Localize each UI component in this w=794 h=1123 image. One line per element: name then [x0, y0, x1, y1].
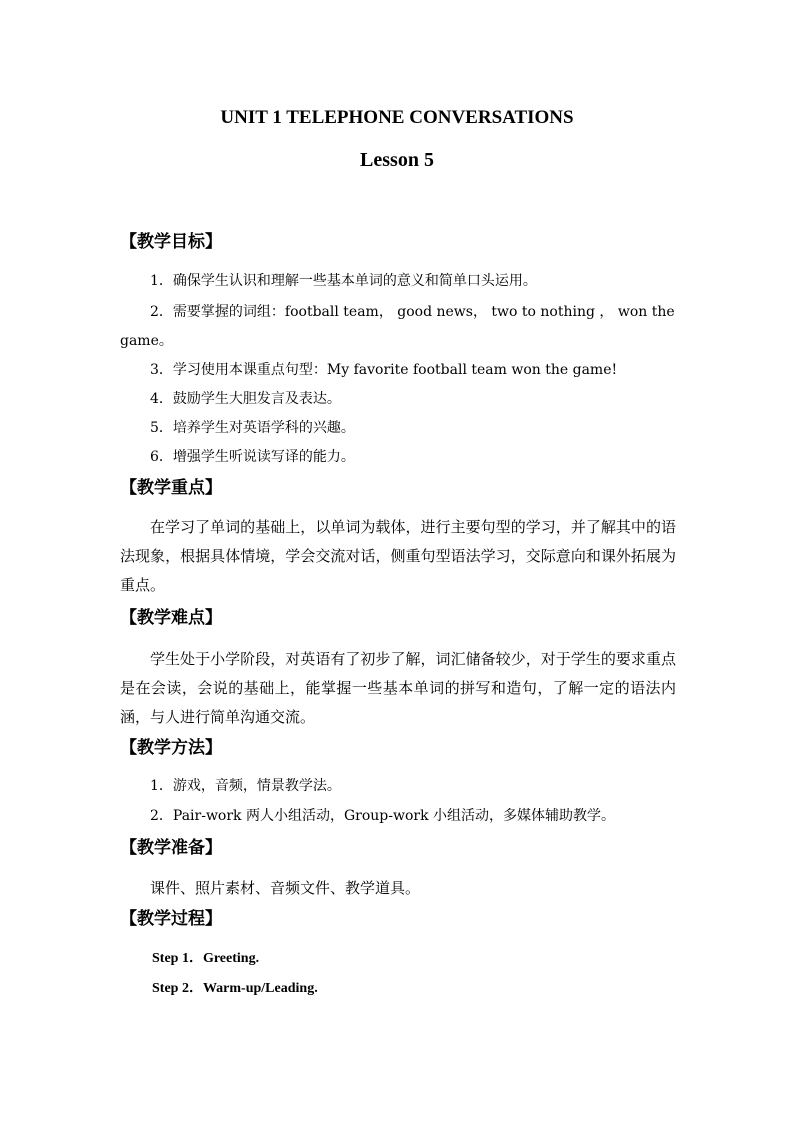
- key-points-text: 在学习了单词的基础上，以单词为载体，进行主要句型的学习，并了解其中的语法现象，根据具体情境，学会交流对话，侧重句型语法学习，交际意向和课外拓展为重点。: [120, 518, 676, 594]
- preparation-heading: 【教学准备】: [120, 838, 222, 858]
- objective-item: 1．确保学生认识和理解一些基本单词的意义和简单口头运用。: [150, 273, 537, 289]
- objectives-heading: 【教学目标】: [120, 232, 222, 252]
- process-step: Step 1．Greeting.: [152, 951, 260, 966]
- methods-heading: 【教学方法】: [120, 738, 222, 758]
- method-item: 2．Pair-work 两人小组活动，Group-work 小组活动，多媒体辅助教学。: [150, 808, 616, 824]
- process-step: Step 2．Warm-up/Leading.: [152, 981, 318, 996]
- key-points-heading: 【教学重点】: [120, 478, 222, 498]
- method-item: 1．游戏，音频，情景教学法。: [150, 778, 341, 794]
- objective-item: 4．鼓励学生大胆发言及表达。: [150, 391, 341, 407]
- process-heading: 【教学过程】: [120, 909, 222, 929]
- objective-item: 3．学习使用本课重点句型：My favorite football team won the game!: [150, 362, 618, 378]
- difficulties-text: 学生处于小学阶段，对英语有了初步了解，词汇储备较少，对于学生的要求重点是在会读，会说的基础上，能掌握一些基本单词的拼写和造句，了解一定的语法内涵，与人进行简单沟通交流。: [120, 650, 676, 726]
- lesson-title: Lesson 5: [360, 149, 434, 171]
- objective-item-continuation: game。: [120, 333, 173, 349]
- unit-title: UNIT 1 TELEPHONE CONVERSATIONS: [220, 107, 574, 128]
- difficulties-heading: 【教学难点】: [120, 608, 222, 628]
- objective-item: 5．培养学生对英语学科的兴趣。: [150, 420, 355, 436]
- objective-item: 6．增强学生听说读写译的能力。: [150, 449, 355, 465]
- objective-item: 2．需要掌握的词组：football team， good news， two to nothing ， won the: [150, 304, 675, 320]
- preparation-text: 课件、照片素材、音频文件、教学道具。: [150, 879, 421, 897]
